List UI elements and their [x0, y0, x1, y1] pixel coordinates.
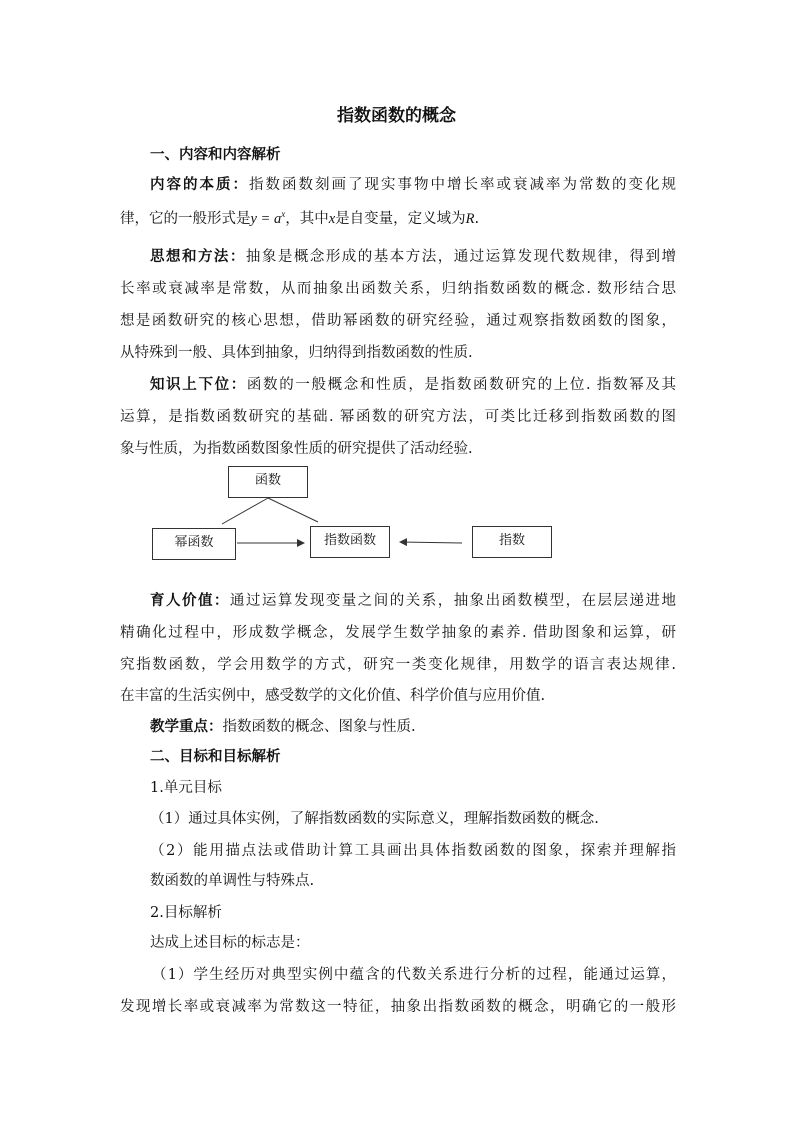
goal-1: （1）通过具体实例，了解指数函数的实际意义，理解指数函数的概念. [150, 811, 599, 827]
page-title: 指数函数的概念 [337, 106, 456, 126]
box-power-function: 幂函数 [152, 528, 236, 560]
analysis-1-line-2: 发现增长率或衰减率为常数这一特征，抽象出指数函数的概念，明确它的一般形 [120, 999, 676, 1015]
text-nature-2b: ，其中 [285, 211, 329, 227]
label-position: 知识上下位： [150, 377, 247, 393]
concept-diagram [140, 460, 570, 570]
section-heading-2: 二、目标和目标解析 [150, 749, 281, 765]
paragraph-position-line-2: 运算，是指数函数研究的基础. 幂函数的研究方法，可类比迁移到指数函数的图 [120, 409, 676, 425]
label-method: 思想和方法： [150, 249, 246, 265]
paragraph-value-line-4: 在丰富的生活实例中，感受数学的文化价值、科学价值与应用价值. [120, 688, 546, 704]
formula-base: y = a [250, 211, 282, 227]
paragraph-value-line-2: 精确化过程中，形成数学概念，发展学生数学抽象的素养. 借助图象和运算，研 [120, 625, 676, 641]
box-function: 函数 [228, 466, 308, 498]
paragraph-value-line-1 [150, 590, 676, 612]
paragraph-position-line-3: 象与性质，为指数函数图象性质的研究提供了活动经验. [120, 441, 473, 457]
paragraph-method-line-3: 想是函数研究的核心思想，借助幂函数的研究经验，通过观察指数函数的图象， [120, 313, 676, 329]
text-nature-2a: 律，它的一般形式是 [120, 211, 251, 227]
label-value: 育人价值： [150, 593, 230, 609]
paragraph-method-line-2: 长率或衰减率是常数，从而抽象出函数关系，归纳指数函数的概念. 数形结合思 [120, 281, 676, 297]
label-key-points: 教学重点： [150, 719, 223, 735]
paragraph-position-line-1 [150, 374, 676, 396]
goal-analysis-intro: 达成上述目标的标志是： [150, 935, 310, 951]
unit-goal-heading: 1.单元目标 [150, 780, 222, 796]
formula-variable: x [328, 211, 336, 227]
text-method-1: 抽象是概念形成的基本方法，通过运算发现代数规律，得到增 [245, 249, 676, 265]
formula-exponent: x [281, 209, 286, 220]
paragraph-nature-line-2 [120, 208, 676, 230]
text-nature-2c: 是自变量，定义域为 [335, 211, 466, 227]
formula-domain: R [465, 211, 475, 227]
text-position-1: 函数的一般概念和性质，是指数函数研究的上位. 指数幂及其 [246, 377, 677, 393]
text-nature-2-end: . [474, 211, 480, 227]
line-function-to-exponential [268, 498, 318, 522]
goal-2-line-2: 数函数的单调性与特殊点. [150, 873, 315, 889]
paragraph-nature-line-1 [150, 174, 676, 196]
label-nature: 内容的本质： [150, 177, 249, 193]
goal-analysis-heading: 2.目标解析 [150, 905, 222, 921]
analysis-1-line-1: （1）学生经历对典型实例中蕴含的代数关系进行分析的过程，能通过运算， [152, 967, 676, 983]
goal-2-line-1: （2）能用描点法或借助计算工具画出具体指数函数的图象，探索并理解指 [150, 843, 676, 859]
section-heading-1: 一、内容和内容解析 [150, 147, 281, 163]
text-key-points: 指数函数的概念、图象与性质. [222, 719, 416, 735]
box-exponent: 指数 [472, 526, 552, 558]
paragraph-value-line-3: 究指数函数，学会用数学的方式，研究一类变化规律，用数学的语言表达规律. [120, 657, 676, 673]
paragraph-method-line-4: 从特殊到一般、具体到抽象，归纳得到指数函数的性质. [120, 345, 473, 361]
box-exponential-function: 指数函数 [310, 526, 390, 558]
text-nature-1: 指数函数刻画了现实事物中增长率或衰减率为常数的变化规 [249, 177, 676, 193]
paragraph-method-line-1 [150, 246, 676, 268]
line-function-to-power [222, 498, 268, 524]
paragraph-key-points [150, 716, 676, 738]
text-value-1: 通过运算发现变量之间的关系，抽象出函数模型，在层层递进地 [229, 593, 676, 609]
arrow-exponent-to-exponential [400, 542, 462, 543]
